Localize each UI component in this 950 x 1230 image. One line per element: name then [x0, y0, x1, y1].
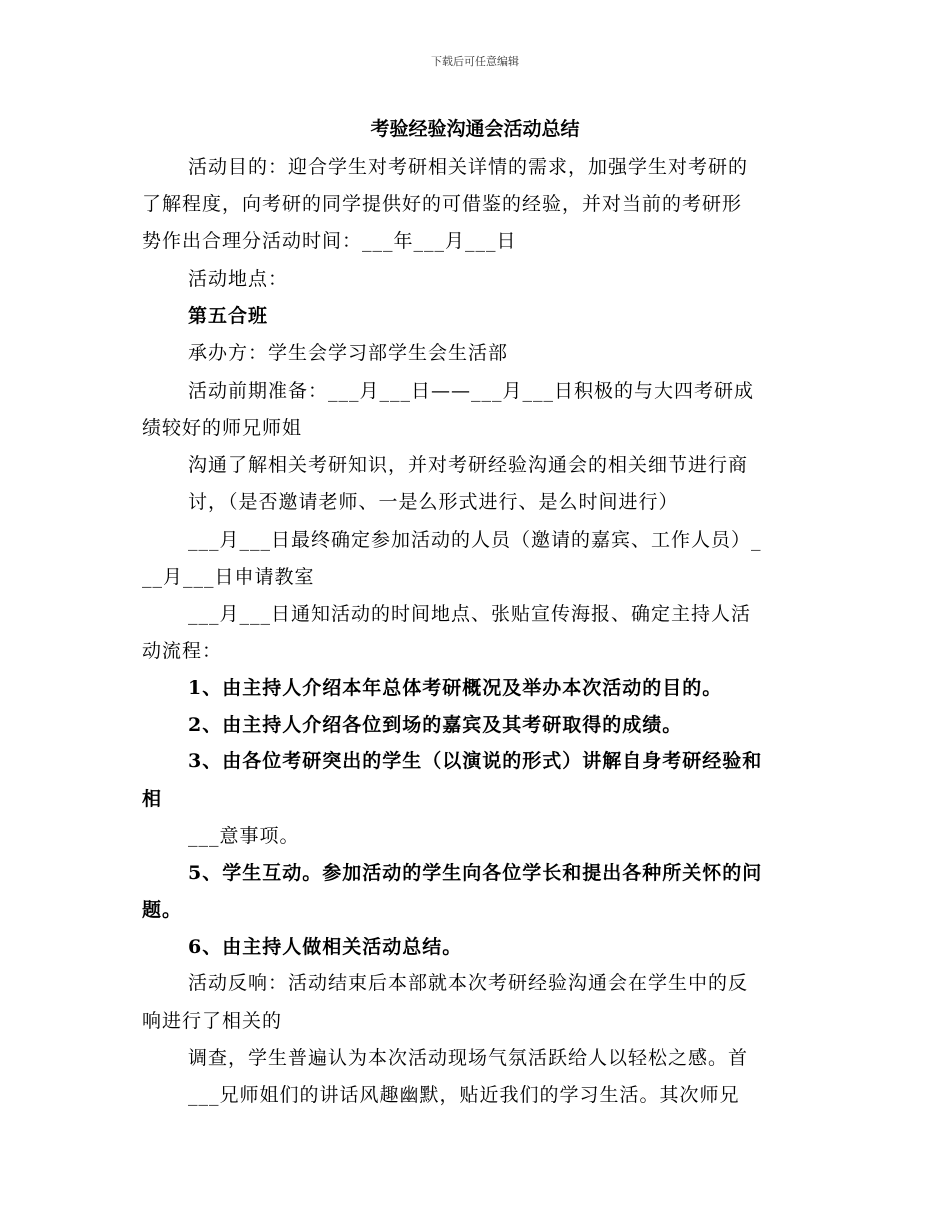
- list-item: 题。: [142, 899, 183, 921]
- list-item: 相: [142, 788, 163, 810]
- body-line: 讨，（是否邀请老师、一是么形式进行、是么时间进行）: [188, 491, 679, 513]
- body-line: 势作出合理分活动时间：___年___月___日: [142, 230, 517, 252]
- body-line: 响进行了相关的: [142, 1010, 283, 1032]
- body-line: ___意事项。: [188, 825, 300, 847]
- body-line: 活动反响：活动结束后本部就本次考研经验沟通会在学生中的反: [188, 972, 749, 994]
- list-item: 2、由主持人介绍各位到场的嘉宾及其考研取得的成绩。: [188, 714, 683, 736]
- body-line: ___月___日最终确定参加活动的人员（邀请的嘉宾、工作人员）_: [188, 529, 762, 551]
- body-line: 承办方：学生会学习部学生会生活部: [188, 342, 509, 364]
- body-line: ___兄师姐们的讲话风趣幽默，贴近我们的学习生活。其次师兄: [188, 1084, 740, 1106]
- body-line: 绩较好的师兄师姐: [142, 417, 303, 439]
- list-item: 3、由各位考研突出的学生（以演说的形式）讲解自身考研经验和: [188, 750, 763, 772]
- list-item: 5、学生互动。参加活动的学生向各位学长和提出各种所关怀的问: [188, 862, 763, 884]
- body-line: 了解程度，向考研的同学提供好的可借鉴的经验，并对当前的考研形: [142, 193, 743, 215]
- body-line: 活动前期准备：___月___日——___月___日积极的与大四考研成: [188, 380, 755, 402]
- list-item: 1、由主持人介绍本年总体考研概况及举办本次活动的目的。: [188, 677, 723, 699]
- body-line: __月___日申请教室: [142, 566, 315, 588]
- body-line: 沟通了解相关考研知识，并对考研经验沟通会的相关细节进行商: [188, 454, 749, 476]
- body-line: ___月___日通知活动的时间地点、张贴宣传海报、确定主持人活: [188, 603, 752, 625]
- body-line: 活动目的：迎合学生对考研相关详情的需求，加强学生对考研的: [188, 156, 749, 178]
- body-line: 动流程：: [142, 640, 223, 662]
- body-line: 活动地点：: [188, 268, 289, 290]
- body-line: 第五合班: [188, 305, 269, 327]
- body-line: 调查，学生普遍认为本次活动现场气氛活跃给人以轻松之感。首: [188, 1047, 749, 1069]
- document-title: 考验经验沟通会活动总结: [370, 118, 580, 140]
- header-note: 下载后可任意编辑: [431, 55, 519, 68]
- list-item: 6、由主持人做相关活动总结。: [188, 936, 463, 958]
